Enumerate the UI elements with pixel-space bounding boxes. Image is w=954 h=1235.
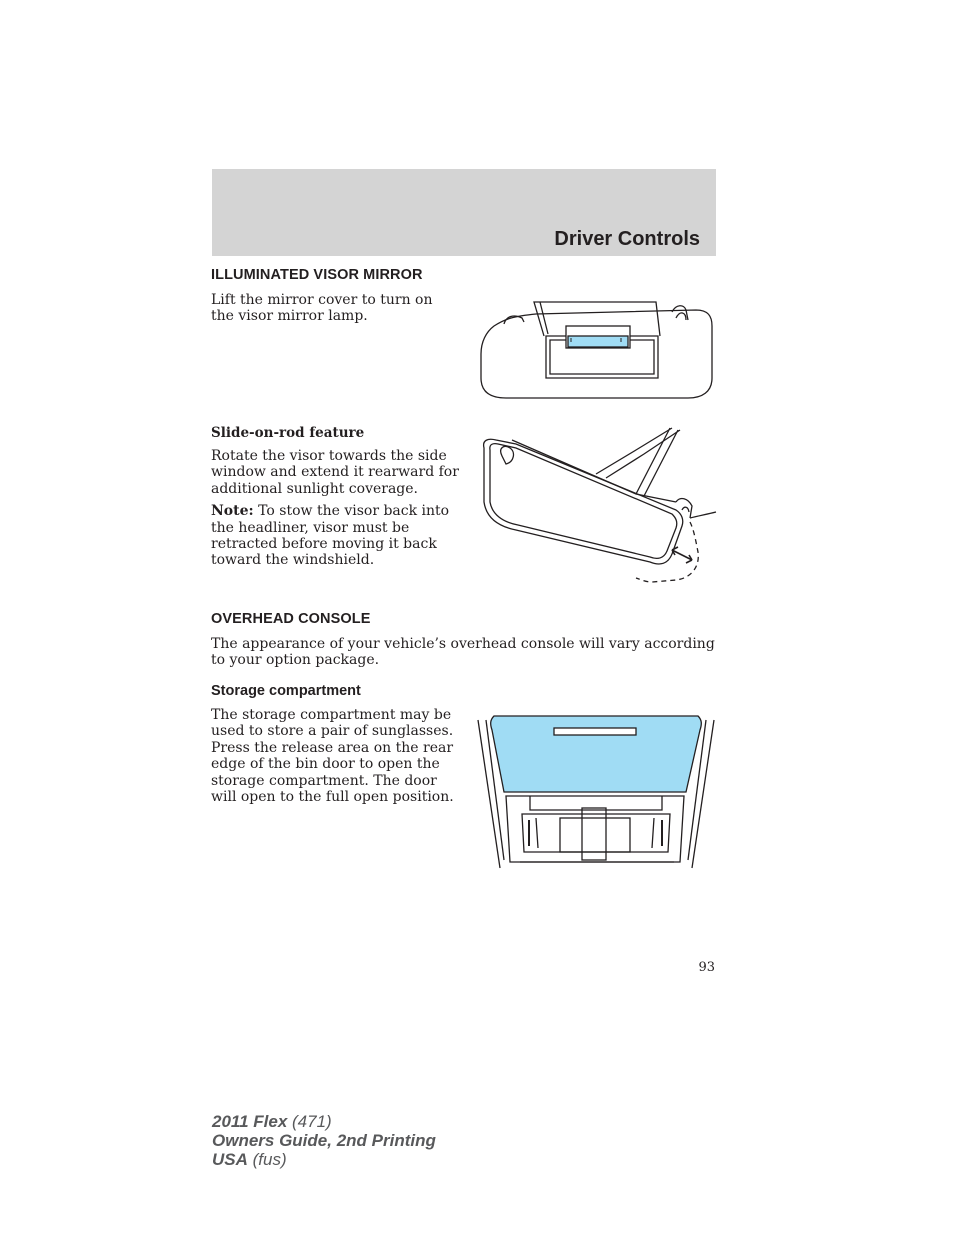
slide-on-rod-note (211, 503, 459, 569)
footer-model: 2011 Flex (212, 1112, 288, 1131)
storage-compartment-illustration (476, 710, 718, 870)
footer-market-code: (fus) (247, 1150, 287, 1169)
document-footer (212, 1112, 436, 1169)
section-header-band (212, 169, 716, 256)
slide-on-rod-heading: Slide-on-rod feature (211, 425, 365, 441)
slide-on-rod-illustration (476, 426, 718, 588)
note-text: To stow the visor back into the headliner, visor must be retracted before moving it back toward the windshield. (211, 503, 450, 569)
visor-mirror-heading: ILLUMINATED VISOR MIRROR (211, 267, 423, 283)
storage-compartment-paragraph: The storage compartment may be used to store a pair of sunglasses. Press the release area on the rear edge of the bin door to open the storage compartment. The door will open to the full open position. (211, 707, 454, 806)
section-title: Driver Controls (554, 228, 700, 250)
footer-line-3 (212, 1150, 436, 1169)
footer-guide-line: Owners Guide, 2nd Printing (212, 1131, 436, 1150)
storage-compartment-heading: Storage compartment (211, 683, 361, 699)
note-label: Note: (211, 503, 254, 520)
visor-mirror-illustration (476, 296, 716, 404)
slide-on-rod-text (211, 448, 459, 569)
footer-line-1 (212, 1112, 436, 1131)
page-number: 93 (698, 960, 715, 975)
slide-on-rod-paragraph: Rotate the visor towards the side window and extend it rearward for additional sunlight coverage. (211, 448, 459, 497)
storage-compartment-text (211, 707, 459, 805)
visor-mirror-text (211, 292, 459, 325)
footer-model-code: (471) (287, 1112, 332, 1131)
footer-market: USA (212, 1150, 248, 1169)
overhead-console-text (211, 636, 717, 669)
visor-mirror-paragraph: Lift the mirror cover to turn on the visor mirror lamp. (211, 292, 433, 325)
overhead-console-paragraph: The appearance of your vehicle’s overhead console will vary according to your option package. (211, 636, 715, 669)
overhead-console-heading: OVERHEAD CONSOLE (211, 611, 371, 627)
